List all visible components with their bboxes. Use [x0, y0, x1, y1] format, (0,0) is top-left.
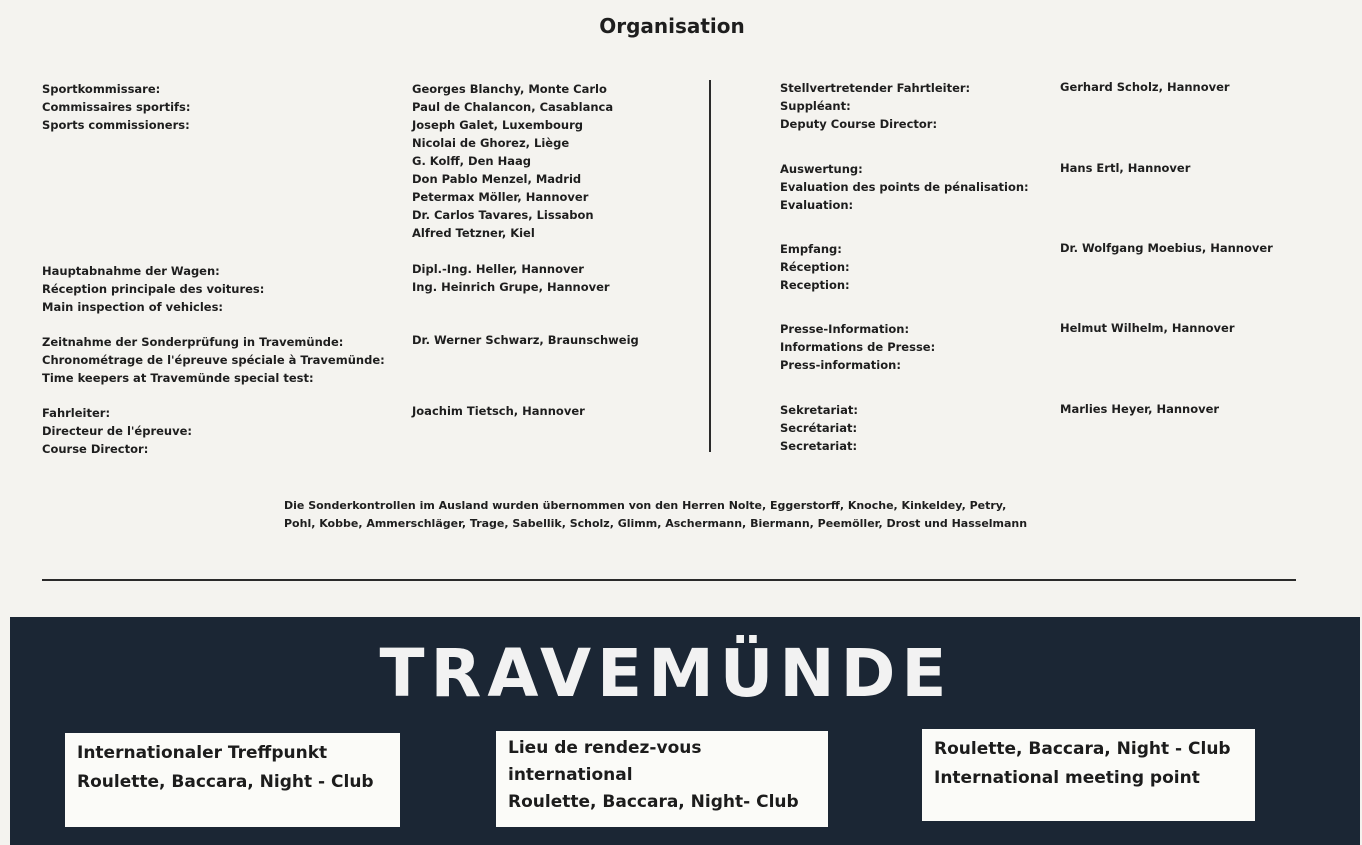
person-name: Dr. Wolfgang Moebius, Hannover — [1060, 241, 1273, 255]
travemuende-advertisement — [10, 617, 1360, 845]
ad-text-line: international — [508, 765, 633, 785]
role-label: Sports commissioners: — [42, 118, 190, 132]
role-label: Press-information: — [780, 358, 901, 372]
ad-text-line: International meeting point — [934, 768, 1200, 788]
role-label: Presse-Information: — [780, 322, 910, 336]
ad-text-line: Internationaler Treffpunkt — [77, 743, 328, 763]
ad-text-line: Roulette, Baccara, Night - Club — [77, 772, 374, 792]
right-roles-group-2 — [780, 160, 1029, 214]
ad-box-german — [65, 733, 400, 827]
role-label: Sportkommissare: — [42, 82, 161, 96]
left-roles-group-4 — [42, 404, 192, 458]
left-roles-group-1 — [42, 80, 191, 134]
role-label: Main inspection of vehicles: — [42, 300, 224, 314]
role-label: Reception: — [780, 278, 850, 292]
role-label: Sekretariat: — [780, 403, 858, 417]
role-label: Suppléant: — [780, 99, 851, 113]
role-label: Hauptabnahme der Wagen: — [42, 264, 220, 278]
person-name: Helmut Wilhelm, Hannover — [1060, 321, 1235, 335]
left-roles-group-2 — [42, 262, 264, 316]
role-label: Directeur de l'épreuve: — [42, 424, 193, 438]
role-label: Commissaires sportifs: — [42, 100, 191, 114]
person-name: Hans Ertl, Hannover — [1060, 161, 1191, 175]
role-label: Secrétariat: — [780, 421, 858, 435]
person-name: G. Kolff, Den Haag — [412, 154, 531, 168]
role-label: Course Director: — [42, 442, 149, 456]
footnote-line: Die Sonderkontrollen im Ausland wurden übernommen von den Herren Nolte, Eggerstorff, Knoche, Kinkeldey, Petry, — [284, 499, 1007, 512]
role-label: Deputy Course Director: — [780, 117, 938, 131]
right-names-group-2 — [1060, 159, 1190, 177]
person-name: Joseph Galet, Luxembourg — [412, 118, 583, 132]
right-roles-group-4 — [780, 320, 935, 374]
role-label: Auswertung: — [780, 162, 863, 176]
left-names-group-4 — [412, 402, 585, 420]
ad-title: TRAVEMÜNDE — [379, 635, 953, 712]
person-name: Georges Blanchy, Monte Carlo — [412, 82, 607, 96]
role-label: Chronométrage de l'épreuve spéciale à Travemünde: — [42, 353, 385, 367]
role-label: Secretariat: — [780, 439, 858, 453]
role-label: Réception principale des voitures: — [42, 282, 265, 296]
person-name: Petermax Möller, Hannover — [412, 190, 589, 204]
ad-box-english — [922, 729, 1255, 821]
column-divider — [709, 80, 711, 452]
right-names-group-4 — [1060, 319, 1235, 337]
footnote — [284, 497, 1084, 533]
ad-text-line: Lieu de rendez-vous — [508, 738, 702, 758]
left-names-group-2 — [412, 260, 610, 296]
role-label: Time keepers at Travemünde special test: — [42, 371, 314, 385]
section-divider — [42, 579, 1296, 581]
left-roles-group-3 — [42, 333, 385, 387]
ad-text-line: Roulette, Baccara, Night- Club — [508, 792, 799, 812]
person-name: Paul de Chalancon, Casablanca — [412, 100, 614, 114]
role-label: Zeitnahme der Sonderprüfung in Travemünde: — [42, 335, 344, 349]
person-name: Joachim Tietsch, Hannover — [412, 404, 585, 418]
person-name: Gerhard Scholz, Hannover — [1060, 80, 1230, 94]
person-name: Marlies Heyer, Hannover — [1060, 402, 1220, 416]
role-label: Réception: — [780, 260, 850, 274]
role-label: Informations de Presse: — [780, 340, 936, 354]
person-name: Dr. Werner Schwarz, Braunschweig — [412, 333, 639, 347]
footnote-line: Pohl, Kobbe, Ammerschläger, Trage, Sabellik, Scholz, Glimm, Aschermann, Biermann, Peemöller, Drost und Hasselmann — [284, 517, 1028, 530]
person-name: Don Pablo Menzel, Madrid — [412, 172, 582, 186]
role-label: Fahrleiter: — [42, 406, 111, 420]
person-name: Dipl.-Ing. Heller, Hannover — [412, 262, 584, 276]
role-label: Evaluation des points de pénalisation: — [780, 180, 1029, 194]
person-name: Nicolai de Ghorez, Liège — [412, 136, 570, 150]
left-names-group-3 — [412, 331, 639, 349]
page-title: Organisation — [599, 14, 745, 38]
role-label: Stellvertretender Fahrtleiter: — [780, 81, 971, 95]
person-name: Alfred Tetzner, Kiel — [412, 226, 535, 240]
right-names-group-3 — [1060, 239, 1273, 257]
role-label: Empfang: — [780, 242, 842, 256]
right-roles-group-1 — [780, 79, 970, 133]
role-label: Evaluation: — [780, 198, 854, 212]
left-names-group-1 — [412, 80, 613, 242]
person-name: Dr. Carlos Tavares, Lissabon — [412, 208, 594, 222]
right-roles-group-3 — [780, 240, 850, 294]
right-roles-group-5 — [780, 401, 858, 455]
right-names-group-1 — [1060, 78, 1230, 96]
person-name: Ing. Heinrich Grupe, Hannover — [412, 280, 610, 294]
ad-text-line: Roulette, Baccara, Night - Club — [934, 739, 1231, 759]
ad-box-french — [496, 731, 828, 827]
right-names-group-5 — [1060, 400, 1219, 418]
